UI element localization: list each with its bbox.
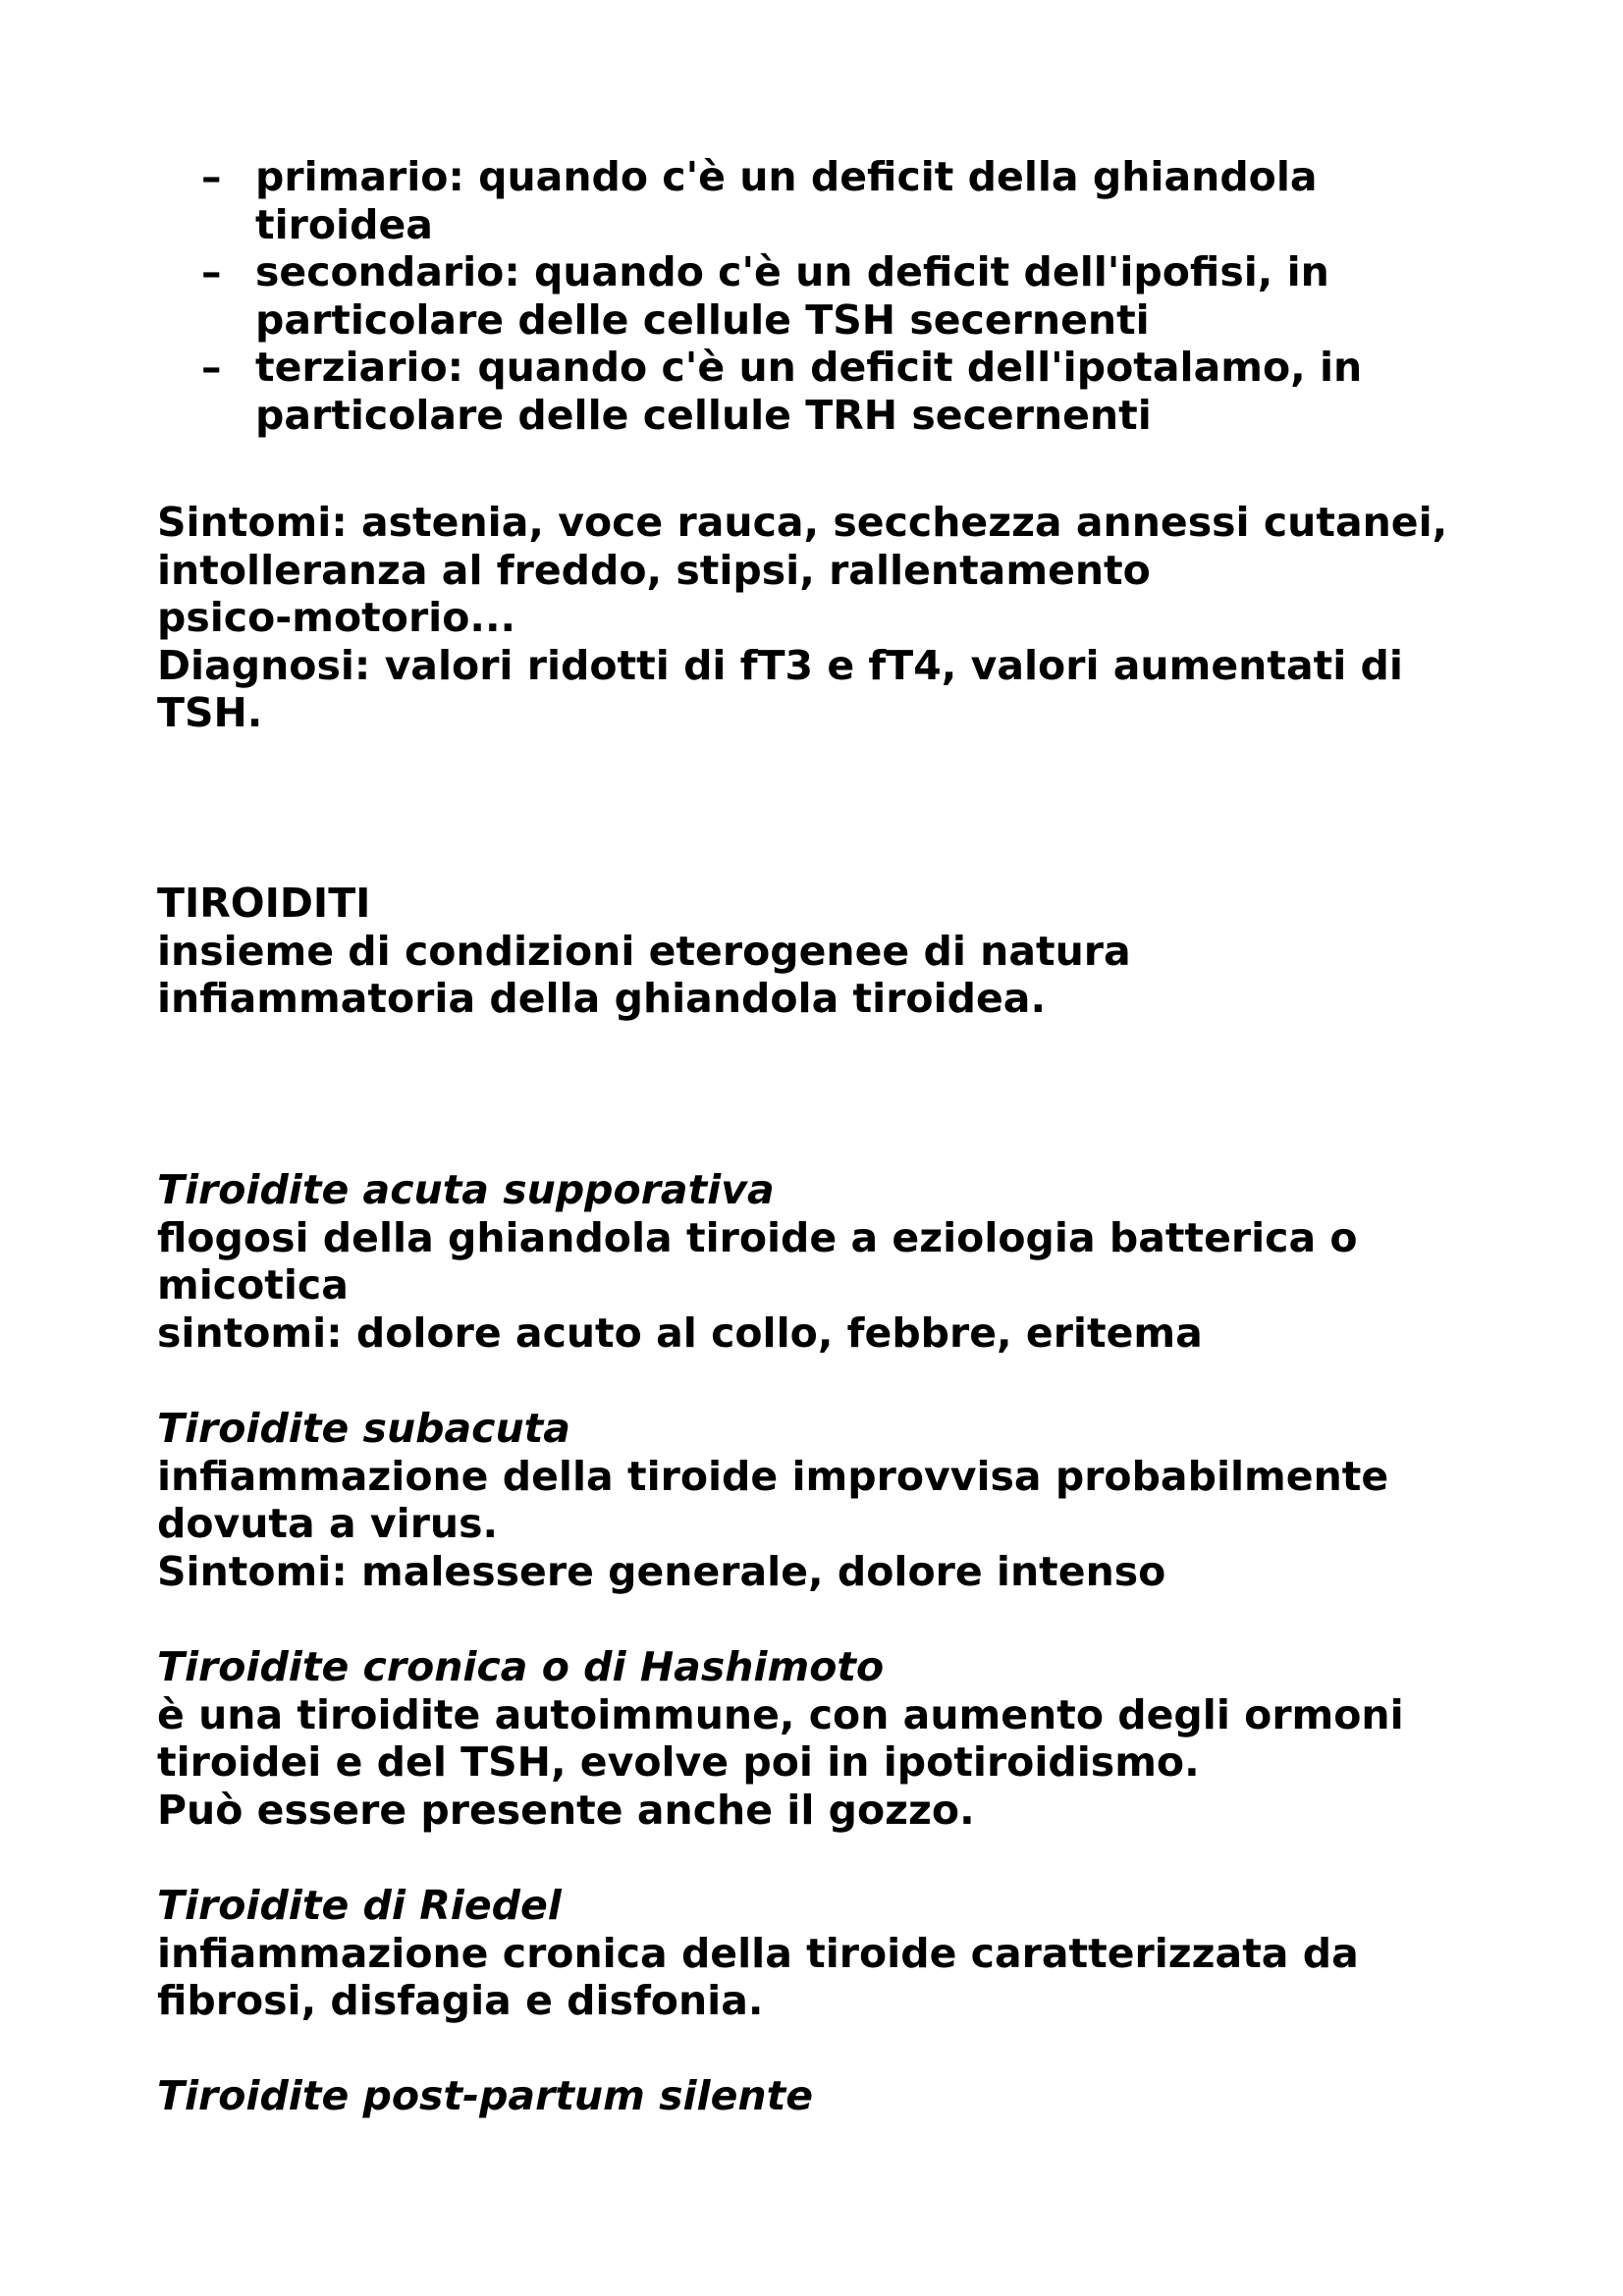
list-item-line: tiroidea: [255, 200, 433, 248]
section-title: Tiroidite acuta supporativa: [157, 1166, 775, 1213]
section-title: Tiroidite post-partum silente: [157, 2072, 814, 2119]
list-item: [0, 248, 1571, 344]
section-hashimoto: [157, 1643, 1532, 1834]
list-item-line: primario: quando c'è un deficit della ghiandola: [255, 153, 1318, 200]
paragraph-line: micotica: [157, 1261, 349, 1308]
list-item: [0, 344, 1571, 439]
section-heading: TIROIDITI: [157, 880, 371, 927]
list-item-line: terziario: quando c'è un deficit dell'ipotalamo, in: [255, 344, 1363, 391]
paragraph-line: Può essere presente anche il gozzo.: [157, 1786, 975, 1834]
tiroiditi-section: [157, 880, 1532, 1023]
list-dash: –: [201, 153, 222, 200]
section-title: Tiroidite di Riedel: [157, 1882, 562, 1929]
paragraph-line: infiammazione cronica della tiroide caratterizzata da: [157, 1929, 1359, 1977]
section-riedel: [157, 1882, 1532, 2025]
section-acuta: [157, 1166, 1532, 1357]
section-post-partum: [157, 2072, 1532, 2120]
list-item: [0, 153, 1571, 248]
paragraph-line: intolleranza al freddo, stipsi, rallentamento: [157, 546, 1151, 594]
section-title: Tiroidite subacuta: [157, 1405, 570, 1452]
paragraph-line: psico-motorio...: [157, 594, 516, 641]
section-subacuta: [157, 1405, 1532, 1595]
hypothyroidism-types-list: [0, 153, 1571, 439]
paragraph-line: è una tiroidite autoimmune, con aumento degli ormoni: [157, 1690, 1404, 1738]
paragraph-line: fibrosi, disfagia e disfonia.: [157, 1977, 764, 2024]
symptoms-paragraph: [157, 499, 1532, 737]
section-title: Tiroidite cronica o di Hashimoto: [157, 1643, 885, 1690]
paragraph-line: Diagnosi: valori ridotti di fT3 e fT4, valori aumentati di: [157, 641, 1403, 689]
paragraph-line: Sintomi: malessere generale, dolore intenso: [157, 1547, 1166, 1595]
paragraph-line: insieme di condizioni eterogenee di natura: [157, 927, 1131, 975]
paragraph-line: flogosi della ghiandola tiroide a eziologia batterica o: [157, 1213, 1358, 1261]
list-item-line: particolare delle cellule TSH secernenti: [255, 295, 1150, 344]
paragraph-line: tiroidei e del TSH, evolve poi in ipotiroidismo.: [157, 1738, 1200, 1786]
list-dash: –: [201, 344, 222, 391]
paragraph-line: TSH.: [157, 689, 263, 736]
paragraph-line: infiammatoria della ghiandola tiroidea.: [157, 975, 1047, 1022]
list-item-line: particolare delle cellule TRH secernenti: [255, 391, 1152, 439]
paragraph-line: dovuta a virus.: [157, 1500, 499, 1547]
list-item-line: secondario: quando c'è un deficit dell'ipofisi, in: [255, 248, 1329, 295]
list-dash: –: [201, 248, 222, 295]
paragraph-line: sintomi: dolore acuto al collo, febbre, eritema: [157, 1308, 1203, 1357]
paragraph-line: infiammazione della tiroide improvvisa probabilmente: [157, 1452, 1389, 1500]
paragraph-line: Sintomi: astenia, voce rauca, secchezza annessi cutanei,: [157, 499, 1448, 546]
